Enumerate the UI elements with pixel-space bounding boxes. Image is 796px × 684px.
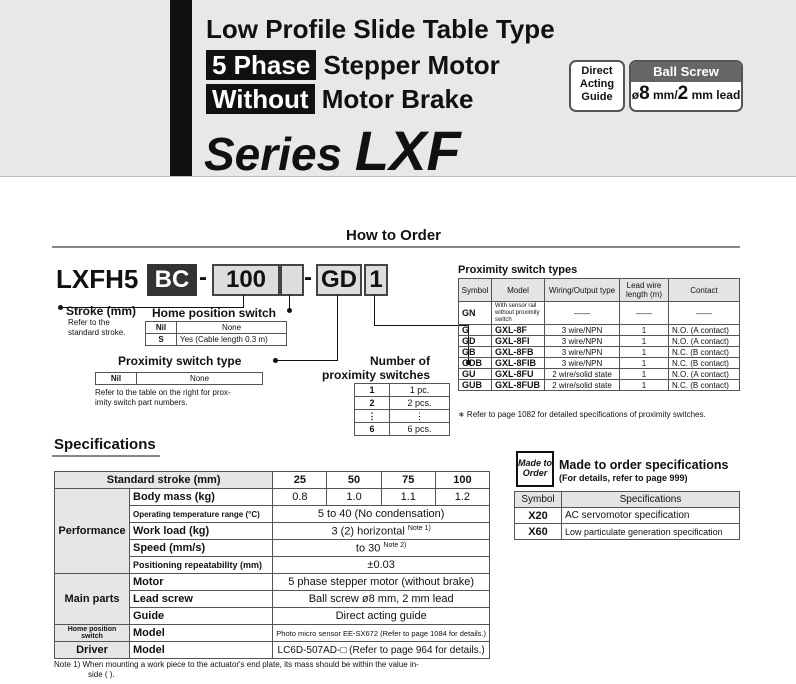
spec-driver-model-label: Model — [130, 642, 273, 659]
num-desc: 1 pc. — [390, 384, 450, 397]
spec-group-performance: Performance — [55, 489, 130, 574]
title-motor-brake: Motor Brake — [321, 84, 474, 114]
cell-lead: 1 — [620, 380, 669, 391]
title-line-3 — [206, 84, 473, 115]
series-word: Series — [204, 128, 343, 180]
num-sym: ⋮ — [355, 410, 390, 423]
spec-pos-rep-label: Positioning repeatability (mm) — [130, 557, 273, 574]
spec-body-mass: 0.8 — [273, 489, 327, 506]
prox-types-table — [458, 278, 740, 391]
badge-dia-symbol: ø — [631, 88, 640, 102]
spec-body-mass: 1.0 — [327, 489, 381, 506]
spec-speed-note: Note 2) — [383, 541, 407, 549]
mto-symbol: X20 — [515, 508, 562, 524]
num-desc: 6 pcs. — [390, 423, 450, 436]
cell-model: GXL-8FUB — [492, 380, 545, 391]
cell-symbol: GB — [459, 347, 492, 358]
spec-driver-model: LC6D-507AD-□ (Refer to page 964 for details.) — [273, 642, 490, 659]
mto-icon-line-2: Order — [522, 468, 548, 478]
mto-symbol: X60 — [515, 524, 562, 540]
badge-guide-word-2: Acting — [579, 78, 615, 90]
cell-lead: —— — [620, 302, 669, 325]
home-sym-nil: Nil — [146, 322, 177, 334]
table-row — [55, 574, 490, 591]
table-row — [459, 380, 740, 391]
cell-lead: 1 — [620, 358, 669, 369]
num-switch-table — [354, 383, 450, 436]
cell-contact: —— — [669, 302, 740, 325]
table-row — [55, 642, 490, 659]
cell-contact: N.O. (A contact) — [669, 336, 740, 347]
spec-speed-value: to 30 — [355, 542, 381, 555]
series-name: LXF — [354, 119, 461, 182]
spec-body-mass-label: Body mass (kg) — [130, 489, 273, 506]
spec-motor-label: Motor — [130, 574, 273, 591]
table-row — [459, 302, 740, 325]
table-row — [55, 625, 490, 642]
cell-symbol: GDB — [459, 358, 492, 369]
leader-prox-h — [277, 360, 338, 361]
cell-model: GXL-8F — [492, 325, 545, 336]
mto-icon-line-1: Made to — [518, 458, 553, 468]
code-num-box: 1 — [364, 264, 388, 296]
made-to-order-icon — [516, 451, 554, 487]
table-header-row — [459, 279, 740, 302]
num-desc: ⋮ — [390, 410, 450, 423]
cell-symbol: GUB — [459, 380, 492, 391]
col-symbol: Symbol — [459, 279, 492, 302]
badge-dia-unit: mm/ — [652, 88, 678, 102]
code-gd-box: GD — [316, 264, 362, 296]
cell-wiring: 3 wire/NPN — [545, 358, 620, 369]
table-row — [355, 423, 450, 436]
mto-title: Made to order specifications — [559, 458, 729, 472]
table-row — [515, 524, 740, 540]
prox-type-desc-none: None — [137, 373, 263, 385]
home-switch-label: Home position switch — [152, 306, 277, 320]
cell-lead: 1 — [620, 325, 669, 336]
cell-model: GXL-8FB — [492, 347, 545, 358]
cell-contact: N.C. (B contact) — [669, 380, 740, 391]
spec-note-1-line-2: side ( ). — [88, 670, 115, 679]
cell-lead: 1 — [620, 369, 669, 380]
table-row — [55, 472, 490, 489]
cell-model: GXL-8FU — [492, 369, 545, 380]
num-switch-label-1: Number of — [370, 354, 430, 368]
num-sym: 2 — [355, 397, 390, 410]
cell-symbol: GD — [459, 336, 492, 347]
num-sym: 6 — [355, 423, 390, 436]
num-switch-label-2: proximity switches — [322, 368, 431, 382]
table-row — [459, 325, 740, 336]
spec-speed — [273, 540, 490, 557]
spec-work-load-label: Work load (kg) — [130, 523, 273, 540]
specifications-title: Specifications — [54, 436, 156, 453]
series-title — [204, 118, 461, 183]
cell-contact: N.C. (B contact) — [669, 347, 740, 358]
table-row — [146, 322, 287, 334]
leader-home-dot — [287, 308, 292, 313]
spec-work-load-value: 3 (2) horizontal — [331, 525, 405, 538]
leader-stroke-dot — [58, 305, 63, 310]
prox-type-note-2: imity switch part numbers. — [95, 398, 188, 407]
header-black-bar — [170, 0, 192, 176]
spec-group-home-switch: Home position switch — [55, 625, 130, 642]
table-row — [355, 384, 450, 397]
table-row — [515, 508, 740, 524]
cell-model: GXL-8FIB — [492, 358, 545, 369]
code-prefix: LXFH5 — [56, 264, 139, 294]
table-row — [459, 347, 740, 358]
cell-wiring: 3 wire/NPN — [545, 336, 620, 347]
specifications-table — [54, 471, 490, 659]
ball-screw-badge-spec — [631, 82, 741, 107]
cell-contact: N.C. (B contact) — [669, 358, 740, 369]
prox-types-title: Proximity switch types — [458, 264, 578, 276]
spec-work-load — [273, 523, 490, 540]
spec-body-mass: 1.2 — [435, 489, 489, 506]
leader-prox-dot — [273, 358, 278, 363]
spec-motor: 5 phase stepper motor (without brake) — [273, 574, 490, 591]
home-sym-s: S — [146, 334, 177, 346]
title-stepper-motor: Stepper Motor — [323, 50, 500, 80]
code-bc-box: BC — [147, 264, 197, 296]
code-dash-1: - — [199, 264, 207, 291]
cell-contact: N.O. (A contact) — [669, 325, 740, 336]
home-desc-yes: Yes (Cable length 0.3 m) — [177, 334, 287, 346]
spec-note-1-line-1: Note 1) When mounting a work piece to the actuator's end plate, its mass should be within the value in- — [54, 660, 419, 669]
title-line-2 — [206, 50, 500, 81]
mto-spec: Low particulate generation specification — [562, 524, 740, 540]
specifications-rule — [52, 455, 160, 457]
table-row — [355, 410, 450, 423]
cell-wiring: —— — [545, 302, 620, 325]
badge-guide-word-3: Guide — [581, 91, 613, 103]
spec-guide: Direct acting guide — [273, 608, 490, 625]
col-contact: Contact — [669, 279, 740, 302]
stroke-note-1: Refer to the — [68, 318, 110, 327]
spec-group-driver: Driver — [55, 642, 130, 659]
cell-wiring: 3 wire/NPN — [545, 325, 620, 336]
cell-model: GXL-8FI — [492, 336, 545, 347]
mto-col-symbol: Symbol — [515, 492, 562, 508]
mto-table — [514, 491, 740, 540]
cell-contact: N.O. (A contact) — [669, 369, 740, 380]
num-desc: 2 pcs. — [390, 397, 450, 410]
num-sym: 1 — [355, 384, 390, 397]
cell-lead: 1 — [620, 336, 669, 347]
spec-stroke-100: 100 — [435, 472, 489, 489]
table-row — [459, 369, 740, 380]
how-to-order-title: How to Order — [346, 227, 442, 244]
title-line-1: Low Profile Slide Table Type — [206, 14, 555, 44]
col-lead: Lead wire length (m) — [620, 279, 669, 302]
col-wiring: Wiring/Output type — [545, 279, 620, 302]
prox-type-sym-nil: Nil — [96, 373, 137, 385]
how-to-order-rule — [52, 246, 740, 248]
code-home-box — [280, 264, 304, 296]
cell-wiring: 2 wire/solid state — [545, 369, 620, 380]
spec-lead-screw: Ball screw ø8 mm, 2 mm lead — [273, 591, 490, 608]
ball-screw-badge-title: Ball Screw — [631, 62, 741, 82]
spec-op-temp: 5 to 40 (No condensation) — [273, 506, 490, 523]
code-dash-2: - — [304, 264, 312, 291]
spec-body-mass: 1.1 — [381, 489, 435, 506]
spec-home-model-label: Model — [130, 625, 273, 642]
leader-num-h — [374, 325, 469, 326]
table-row — [55, 489, 490, 506]
home-desc-none: None — [177, 322, 287, 334]
title-without: Without — [206, 84, 315, 114]
spec-op-temp-label: Operating temperature range (°C) — [130, 506, 273, 523]
spec-stroke-75: 75 — [381, 472, 435, 489]
spec-guide-label: Guide — [130, 608, 273, 625]
spec-work-load-note: Note 1) — [407, 524, 431, 532]
mto-col-spec: Specifications — [562, 492, 740, 508]
spec-group-main-parts: Main parts — [55, 574, 130, 625]
mto-spec: AC servomotor specification — [562, 508, 740, 524]
spec-stroke-header: Standard stroke (mm) — [55, 472, 273, 489]
badge-lead-value: 2 — [677, 83, 689, 104]
code-stroke-box: 100 — [212, 264, 280, 296]
home-switch-table — [145, 321, 287, 346]
prox-type-note-1: Refer to the table on the right for prox- — [95, 388, 231, 397]
leader-num-v1 — [374, 295, 375, 325]
prox-types-note: ∗ Refer to page 1082 for detailed specifications of proximity switches. — [458, 410, 706, 419]
table-row — [146, 334, 287, 346]
cell-wiring: 2 wire/solid state — [545, 380, 620, 391]
prox-type-table — [95, 372, 263, 385]
cell-symbol: GU — [459, 369, 492, 380]
prox-type-label: Proximity switch type — [118, 354, 242, 368]
spec-stroke-50: 50 — [327, 472, 381, 489]
table-row — [459, 336, 740, 347]
cell-wiring: 3 wire/NPN — [545, 347, 620, 358]
badge-guide-word-1: Direct — [581, 65, 613, 77]
table-header-row — [515, 492, 740, 508]
mto-subtitle: (For details, refer to page 999) — [559, 473, 688, 483]
leader-prox-v — [337, 295, 338, 360]
table-row — [96, 373, 263, 385]
spec-home-model: Photo micro sensor EE-SX672 (Refer to page 1084 for details.) — [273, 625, 490, 642]
cell-symbol: G — [459, 325, 492, 336]
cell-symbol: GN — [459, 302, 492, 325]
stroke-note-2: standard stroke. — [68, 328, 126, 337]
spec-speed-label: Speed (mm/s) — [130, 540, 273, 557]
spec-stroke-25: 25 — [273, 472, 327, 489]
direct-acting-guide-badge — [569, 60, 625, 112]
ball-screw-badge — [629, 60, 743, 112]
table-row — [459, 358, 740, 369]
stroke-label: Stroke (mm) — [66, 304, 137, 318]
spec-pos-rep: ±0.03 — [273, 557, 490, 574]
spec-lead-screw-label: Lead screw — [130, 591, 273, 608]
cell-model: With sensor rail without proximity switch — [492, 302, 545, 325]
table-row — [355, 397, 450, 410]
cell-lead: 1 — [620, 347, 669, 358]
col-model: Model — [492, 279, 545, 302]
badge-dia-value: 8 — [639, 83, 650, 104]
title-5-phase: 5 Phase — [206, 50, 316, 80]
badge-lead-unit: mm lead — [691, 88, 741, 102]
